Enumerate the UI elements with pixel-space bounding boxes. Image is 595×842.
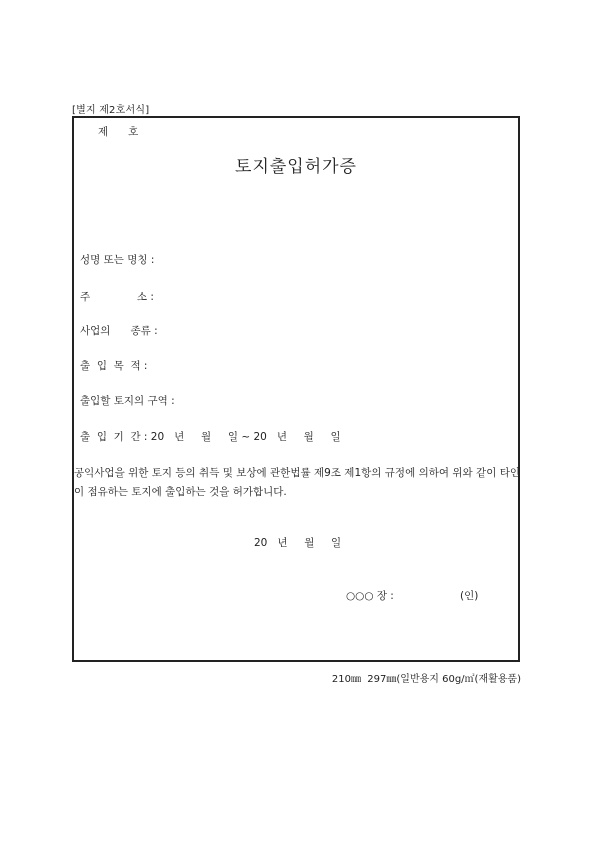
name-field-label: 성명 또는 명칭 : <box>80 254 155 266</box>
permission-statement: 공익사업을 위한 토지 등의 취득 및 보상에 관한법률 제9조 제1항의 규정에 의하여 위와 같이 타인이 점유하는 토지에 출입하는 것을 허가합니다. <box>74 467 520 498</box>
paper-spec-footer: 210㎜ 297㎜(일반용지 60g/㎡(재활용품) <box>331 674 521 685</box>
purpose-field-label: 출 입 목 적 : <box>80 360 148 372</box>
form-label: [별지 제2호서식] <box>72 105 150 116</box>
address-field-label: 주 소 : <box>80 291 154 303</box>
issuer-label: ○○○ 장 : <box>346 590 394 602</box>
project-type-field-label: 사업의 종류 : <box>80 325 158 337</box>
seal-mark: (인) <box>460 590 479 602</box>
document-title: 토지출입허가증 <box>235 157 357 177</box>
document-number: 제 호 <box>98 126 139 138</box>
permit-document <box>72 116 520 662</box>
period-field-label: 출 입 기 간 : 20 년 월 일 ~ 20 년 월 일 <box>80 431 341 443</box>
issue-date: 20 년 월 일 <box>254 537 342 549</box>
area-field-label: 출입할 토지의 구역 : <box>80 395 175 407</box>
